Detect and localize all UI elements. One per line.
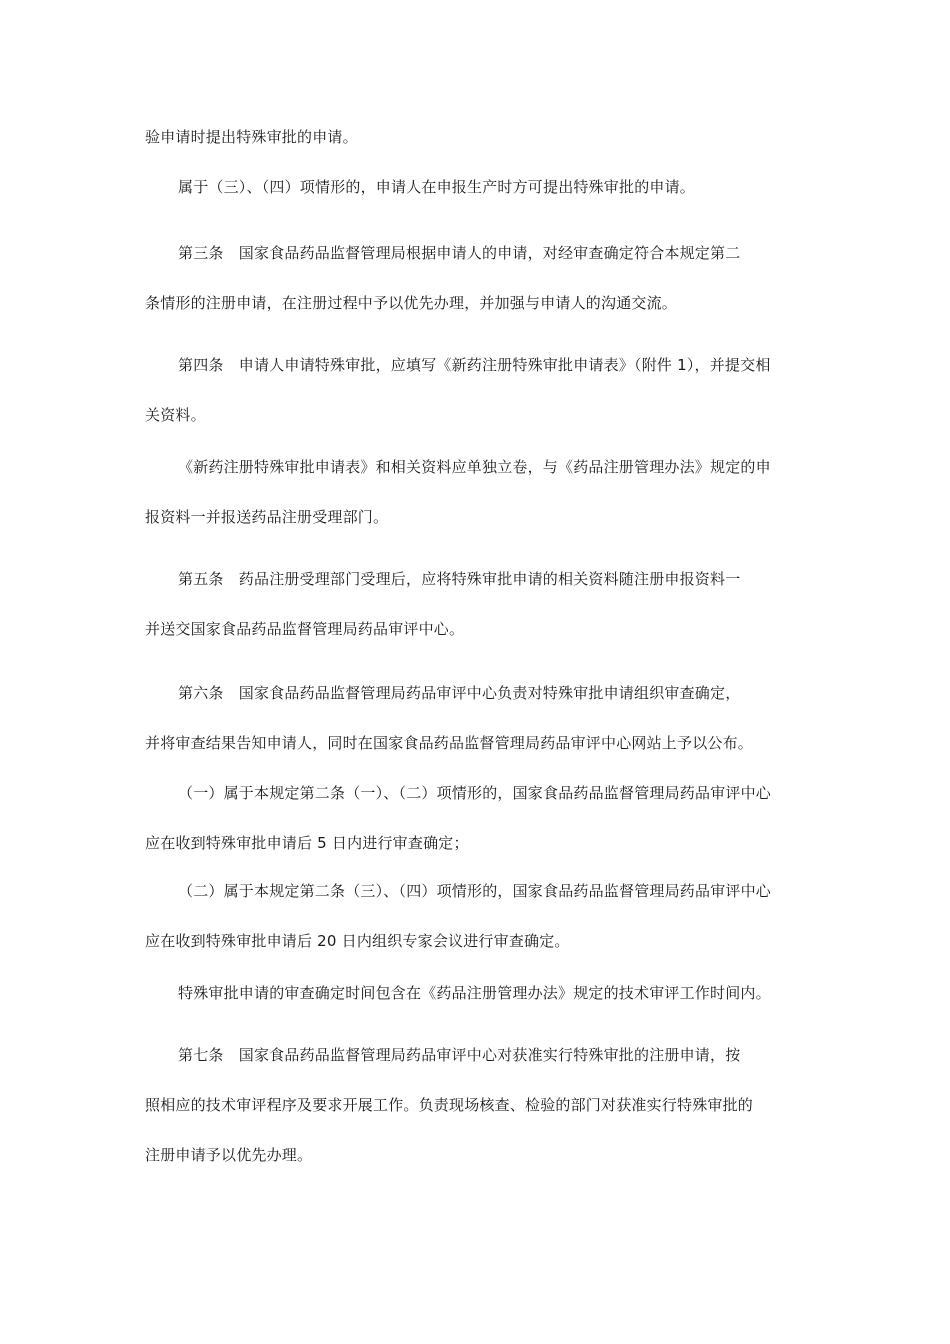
text-line-14: 应在收到特殊审批申请后 5 日内进行审查确定； [145, 834, 469, 852]
text-line-18: 第七条 国家食品药品监督管理局药品审评中心对获准实行特殊审批的注册申请，按 [178, 1046, 741, 1064]
text-line-3: 第三条 国家食品药品监督管理局根据申请人的申请，对经审查确定符合本规定第二 [178, 244, 741, 262]
text-line-13: （一）属于本规定第二条（一）、（二）项情形的，国家食品药品监督管理局药品审评中心 [178, 784, 772, 802]
text-line-17: 特殊审批申请的审查确定时间包含在《药品注册管理办法》规定的技术审评工作时间内。 [178, 984, 771, 1002]
text-line-10: 并送交国家食品药品监督管理局药品审评中心。 [145, 620, 465, 638]
text-line-15: （二）属于本规定第二条（三）、（四）项情形的，国家食品药品监督管理局药品审评中心 [178, 882, 772, 900]
text-line-20: 注册申请予以优先办理。 [145, 1146, 313, 1164]
text-line-4: 条情形的注册申请，在注册过程中予以优先办理，并加强与申请人的沟通交流。 [145, 294, 678, 312]
text-line-2: 属于（三）、（四）项情形的，申请人在申报生产时方可提出特殊审批的申请。 [178, 178, 696, 196]
text-line-6: 关资料。 [145, 406, 206, 424]
text-line-12: 并将审查结果告知申请人，同时在国家食品药品监督管理局药品审评中心网站上予以公布。 [145, 734, 754, 752]
text-line-8: 报资料一并报送药品注册受理部门。 [145, 508, 389, 526]
text-line-16: 应在收到特殊审批申请后 20 日内组织专家会议进行审查确定。 [145, 932, 570, 950]
text-line-19: 照相应的技术审评程序及要求开展工作。负责现场核查、检验的部门对获准实行特殊审批的 [145, 1096, 754, 1114]
text-line-9: 第五条 药品注册受理部门受理后，应将特殊审批申请的相关资料随注册申报资料一 [178, 570, 741, 588]
text-line-7: 《新药注册特殊审批申请表》和相关资料应单独立卷，与《药品注册管理办法》规定的申 [178, 458, 771, 476]
text-line-11: 第六条 国家食品药品监督管理局药品审评中心负责对特殊审批申请组织审查确定， [178, 684, 741, 702]
text-line-5: 第四条 申请人申请特殊审批，应填写《新药注册特殊审批申请表》（附件 1），并提交相 [178, 356, 771, 374]
text-line-1: 验申请时提出特殊审批的申请。 [145, 128, 358, 146]
